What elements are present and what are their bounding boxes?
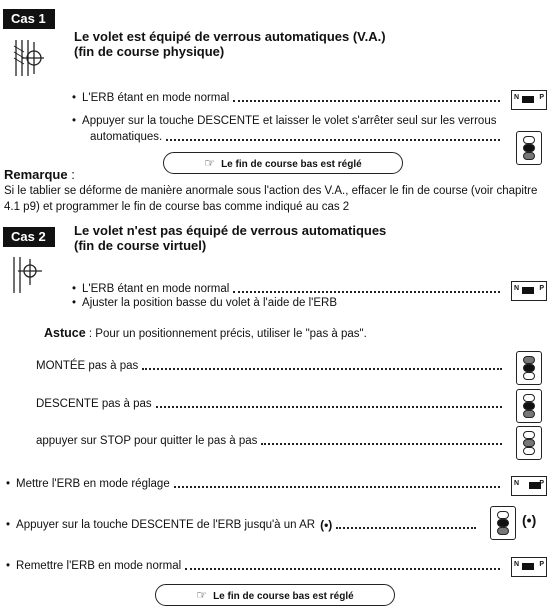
remote-stop-button-icon bbox=[523, 402, 535, 410]
leader-dots bbox=[156, 406, 502, 408]
remote-down-button-icon bbox=[523, 372, 535, 380]
stop-row bbox=[36, 435, 506, 447]
cas1-title bbox=[74, 29, 386, 59]
cas1-tag-label: Cas 1 bbox=[11, 11, 46, 26]
leader-dots bbox=[185, 568, 500, 570]
leader-dots bbox=[174, 486, 500, 488]
ar-text: • Appuyer sur la touche DESCENTE de l'ERB jusqu'à un AR bbox=[6, 519, 315, 531]
erb-normal-icon bbox=[511, 281, 547, 301]
remote-down-button-icon bbox=[523, 410, 535, 418]
pointing-hand-icon: ☞ bbox=[204, 156, 216, 170]
cas2-step1-text: • L'ERB étant en mode normal bbox=[72, 283, 229, 295]
cas2-tag bbox=[3, 227, 55, 247]
cas2-result-text: Le fin de course bas est réglé bbox=[213, 591, 354, 602]
leader-dots bbox=[336, 527, 476, 529]
erb-normal-icon bbox=[511, 90, 547, 110]
remote-montee-icon bbox=[516, 351, 542, 385]
reglage-text: • Mettre l'ERB en mode réglage bbox=[6, 478, 170, 490]
erb-reglage-icon bbox=[511, 476, 547, 496]
remote-stop-button-icon bbox=[523, 144, 535, 152]
erb-knob bbox=[522, 287, 534, 294]
leader-dots bbox=[142, 368, 502, 370]
remote-stop-button-icon bbox=[523, 439, 535, 447]
remote-stop-button-icon bbox=[523, 364, 535, 372]
erb-knob bbox=[522, 96, 534, 103]
remote-up-button-icon bbox=[523, 136, 535, 144]
shutter-stop-virtual-icon bbox=[10, 255, 44, 295]
remote-stop-icon bbox=[516, 426, 542, 460]
cas1-step2-line1: • Appuyer sur la touche DESCENTE et laisser le volet s'arrêter seul sur les verrous bbox=[72, 115, 496, 127]
astuce-label: Astuce bbox=[44, 326, 86, 340]
pointing-hand-icon: ☞ bbox=[196, 588, 208, 602]
erb-n-label: N bbox=[514, 561, 520, 568]
leader-dots bbox=[166, 139, 500, 141]
reglage-row bbox=[6, 478, 504, 490]
remote-up-button-icon bbox=[523, 356, 535, 364]
cas2-step2: • Ajuster la position basse du volet à l'aide de l'ERB bbox=[72, 297, 337, 309]
cas1-result-pill bbox=[163, 152, 403, 174]
descente-row bbox=[36, 398, 506, 410]
remarque-colon: : bbox=[67, 167, 75, 182]
cas1-step2-line2-text: automatiques. bbox=[90, 131, 163, 143]
ar-row bbox=[6, 518, 480, 532]
erb-n-label: N bbox=[514, 285, 520, 292]
erb-n-label: N bbox=[514, 94, 520, 101]
montee-text: MONTÉE pas à pas bbox=[36, 360, 139, 372]
ar-signal-icon: (•) bbox=[320, 518, 333, 532]
remote-descente-icon bbox=[516, 389, 542, 423]
normal-text: • Remettre l'ERB en mode normal bbox=[6, 560, 181, 572]
erb-p-label: P bbox=[539, 561, 544, 568]
cas1-tag bbox=[3, 9, 55, 29]
cas2-step1 bbox=[72, 283, 504, 295]
leader-dots bbox=[233, 291, 500, 293]
cas1-step2-line2 bbox=[90, 131, 504, 143]
remote-up-button-icon bbox=[523, 431, 535, 439]
leader-dots bbox=[233, 100, 500, 102]
normal-row bbox=[6, 560, 504, 572]
remote-up-button-icon bbox=[523, 394, 535, 402]
montee-row bbox=[36, 360, 506, 372]
astuce-text: : Pour un positionnement précis, utiliser le "pas à pas". bbox=[85, 328, 367, 340]
cas2-result-pill bbox=[155, 584, 395, 606]
cas1-title-line2: (fin de course physique) bbox=[74, 44, 225, 59]
remarque-heading-label: Remarque bbox=[4, 167, 68, 182]
leader-dots bbox=[261, 443, 502, 445]
erb-knob bbox=[522, 563, 534, 570]
erb-n-label: N bbox=[514, 480, 520, 487]
remarque-text: Si le tablier se déforme de manière anormale sous l'action des V.A., effacer le fin de course (voir chapitre 4.1 p9) et programmer le fin de course bas comme indiqué au cas 2 bbox=[4, 185, 538, 213]
remote-up-button-icon bbox=[497, 511, 509, 519]
astuce bbox=[44, 326, 367, 340]
remarque-heading bbox=[4, 167, 75, 182]
descente-text: DESCENTE pas à pas bbox=[36, 398, 152, 410]
cas1-title-line1: Le volet est équipé de verrous automatiques (V.A.) bbox=[74, 29, 386, 44]
ar-signal-icon: (•) bbox=[522, 512, 537, 528]
cas1-step1-text: • L'ERB étant en mode normal bbox=[72, 92, 229, 104]
cas2-title-line2: (fin de course virtuel) bbox=[74, 238, 207, 253]
remote-descente-icon bbox=[516, 131, 542, 165]
cas1-result-text: Le fin de course bas est réglé bbox=[221, 159, 362, 170]
remote-descente-icon bbox=[490, 506, 516, 540]
cas1-step1 bbox=[72, 92, 504, 104]
erb-p-label: P bbox=[539, 480, 544, 487]
remote-down-button-icon bbox=[497, 527, 509, 535]
cas2-title-line1: Le volet n'est pas équipé de verrous automatiques bbox=[74, 223, 387, 238]
erb-p-label: P bbox=[539, 285, 544, 292]
cas2-tag-label: Cas 2 bbox=[11, 229, 46, 244]
remote-down-button-icon bbox=[523, 447, 535, 455]
cas2-title bbox=[74, 223, 386, 253]
remote-down-button-icon bbox=[523, 152, 535, 160]
erb-p-label: P bbox=[539, 94, 544, 101]
erb-normal-icon bbox=[511, 557, 547, 577]
remote-stop-button-icon bbox=[497, 519, 509, 527]
shutter-stop-physical-icon bbox=[12, 38, 46, 78]
stop-text: appuyer sur STOP pour quitter le pas à pas bbox=[36, 435, 258, 447]
